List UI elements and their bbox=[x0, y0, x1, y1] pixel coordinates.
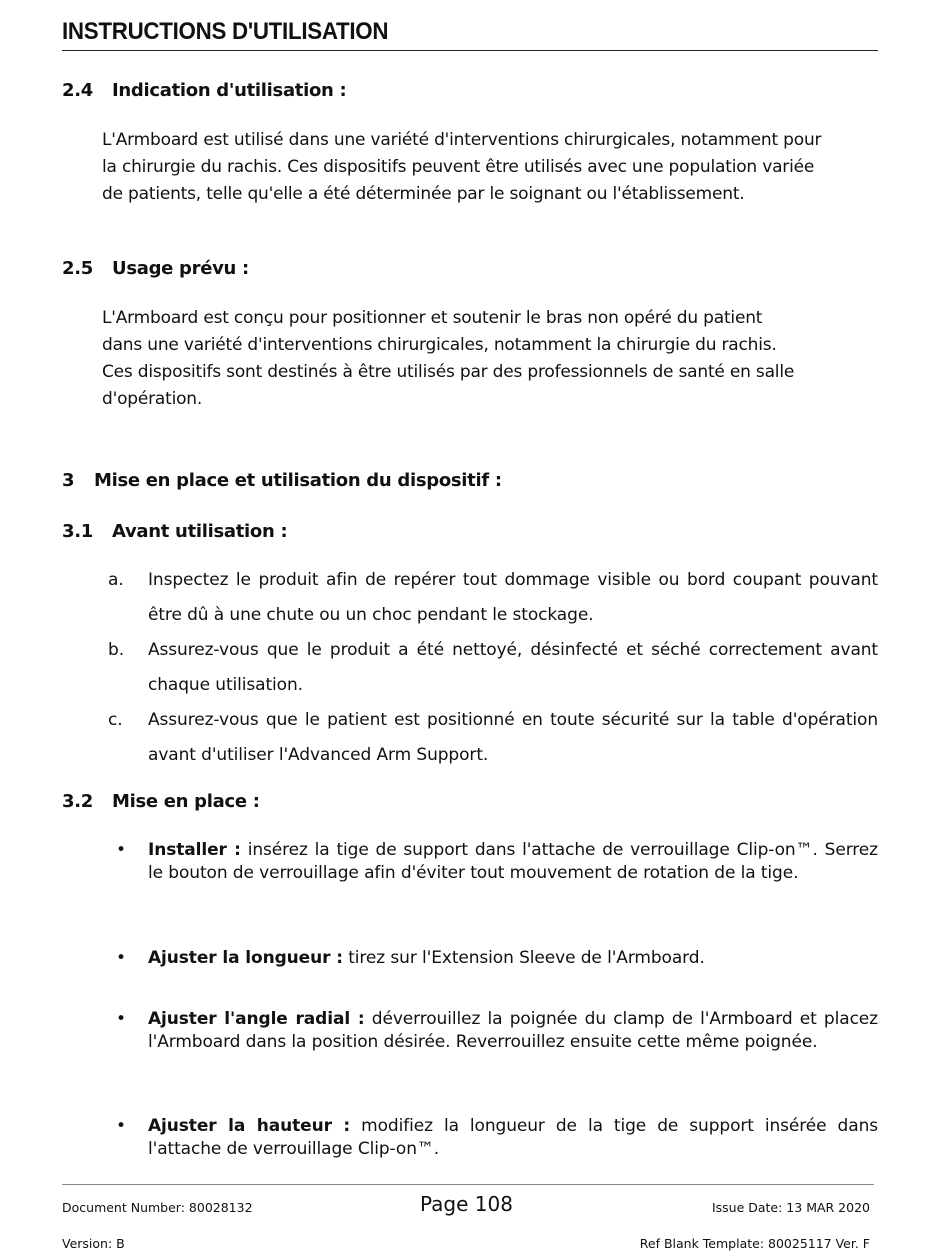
paragraph-line: d'opération. bbox=[102, 389, 203, 409]
bullet-label: Ajuster l'angle radial : bbox=[148, 1009, 365, 1029]
section-3-2-heading bbox=[62, 791, 260, 812]
list-marker: a. bbox=[108, 570, 124, 590]
footer-divider bbox=[62, 1184, 874, 1185]
page-header bbox=[62, 18, 878, 51]
list-item-text: Inspectez le produit afin de repérer tout dommage visible ou bord coupant pouvant être dû à une chute ou un choc pendant le stockage. bbox=[148, 570, 878, 625]
paragraph-line: la chirurgie du rachis. Ces dispositifs peuvent être utilisés avec une population variée bbox=[102, 157, 815, 177]
paragraph-line: dans une variété d'interventions chirurgicales, notamment la chirurgie du rachis. bbox=[102, 335, 777, 355]
paragraph-line: L'Armboard est conçu pour positionner et soutenir le bras non opéré du patient bbox=[102, 308, 763, 328]
section-title: Indication d'utilisation : bbox=[112, 80, 347, 101]
bullet-body: modifiez la longueur de la tige de support insérée dans l'attache de verrouillage Clip-on™. bbox=[148, 1116, 878, 1159]
bullet-label: Installer : bbox=[148, 840, 241, 860]
bullet-text bbox=[148, 1115, 878, 1161]
setup-step-length bbox=[116, 947, 878, 970]
section-number: 2.5 bbox=[62, 258, 93, 279]
bullet-body: tirez sur l'Extension Sleeve de l'Armboard. bbox=[342, 948, 705, 968]
section-title: Mise en place et utilisation du dispositif : bbox=[94, 470, 502, 491]
section-2-4-paragraph bbox=[102, 127, 821, 208]
section-title: Avant utilisation : bbox=[112, 521, 288, 542]
setup-step-radial-angle bbox=[116, 1008, 878, 1054]
footer-document-number: Document Number: 80028132 bbox=[62, 1200, 253, 1215]
list-item bbox=[108, 563, 878, 633]
list-marker: b. bbox=[108, 640, 124, 660]
bullet-label: Ajuster la hauteur : bbox=[148, 1116, 351, 1136]
footer-ref-template: Ref Blank Template: 80025117 Ver. F bbox=[639, 1236, 870, 1251]
page-title: INSTRUCTIONS D'UTILISATION bbox=[62, 18, 389, 45]
footer-version: Version: B bbox=[62, 1236, 125, 1251]
section-2-5-paragraph bbox=[102, 305, 794, 413]
list-item bbox=[108, 703, 878, 773]
section-number: 3.1 bbox=[62, 521, 93, 542]
before-use-list bbox=[108, 563, 878, 773]
list-item-text: Assurez-vous que le patient est positionné en toute sécurité sur la table d'opération avant d'utiliser l'Advanced Arm Support. bbox=[148, 710, 878, 765]
bullet-text bbox=[148, 839, 878, 885]
bullet-icon: • bbox=[116, 1009, 127, 1029]
footer-page-number: Page 108 bbox=[420, 1192, 513, 1216]
bullet-body: déverrouillez la poignée du clamp de l'Armboard et placez l'Armboard dans la position désirée. Reverrouillez ensuite cette même poignée. bbox=[148, 1009, 878, 1052]
list-marker: c. bbox=[108, 710, 123, 730]
setup-step-install bbox=[116, 839, 878, 885]
section-title: Usage prévu : bbox=[112, 258, 249, 279]
bullet-icon: • bbox=[116, 1116, 127, 1136]
section-number: 2.4 bbox=[62, 80, 93, 101]
footer-issue-date: Issue Date: 13 MAR 2020 bbox=[711, 1200, 870, 1215]
section-title: Mise en place : bbox=[112, 791, 260, 812]
bullet-icon: • bbox=[116, 840, 127, 860]
section-3-1-heading bbox=[62, 521, 287, 542]
section-number: 3.2 bbox=[62, 791, 93, 812]
paragraph-line: de patients, telle qu'elle a été déterminée par le soignant ou l'établissement. bbox=[102, 184, 745, 204]
paragraph-line: Ces dispositifs sont destinés à être utilisés par des professionnels de santé en salle bbox=[102, 362, 795, 382]
bullet-text bbox=[148, 947, 878, 970]
setup-step-height bbox=[116, 1115, 878, 1161]
bullet-label: Ajuster la longueur : bbox=[148, 948, 343, 968]
bullet-text bbox=[148, 1008, 878, 1054]
bullet-icon: • bbox=[116, 948, 127, 968]
bullet-body: insérez la tige de support dans l'attache de verrouillage Clip-on™. Serrez le bouton de verrouillage afin d'éviter tout mouvement de rotation de la tige. bbox=[148, 840, 878, 883]
paragraph-line: L'Armboard est utilisé dans une variété d'interventions chirurgicales, notamment pour bbox=[102, 130, 822, 150]
section-2-5-heading bbox=[62, 258, 249, 279]
section-number: 3 bbox=[62, 470, 75, 491]
list-item bbox=[108, 633, 878, 703]
list-item-text: Assurez-vous que le produit a été nettoyé, désinfecté et séché correctement avant chaque utilisation. bbox=[148, 640, 878, 695]
section-3-heading bbox=[62, 470, 502, 491]
section-2-4-heading bbox=[62, 80, 346, 101]
